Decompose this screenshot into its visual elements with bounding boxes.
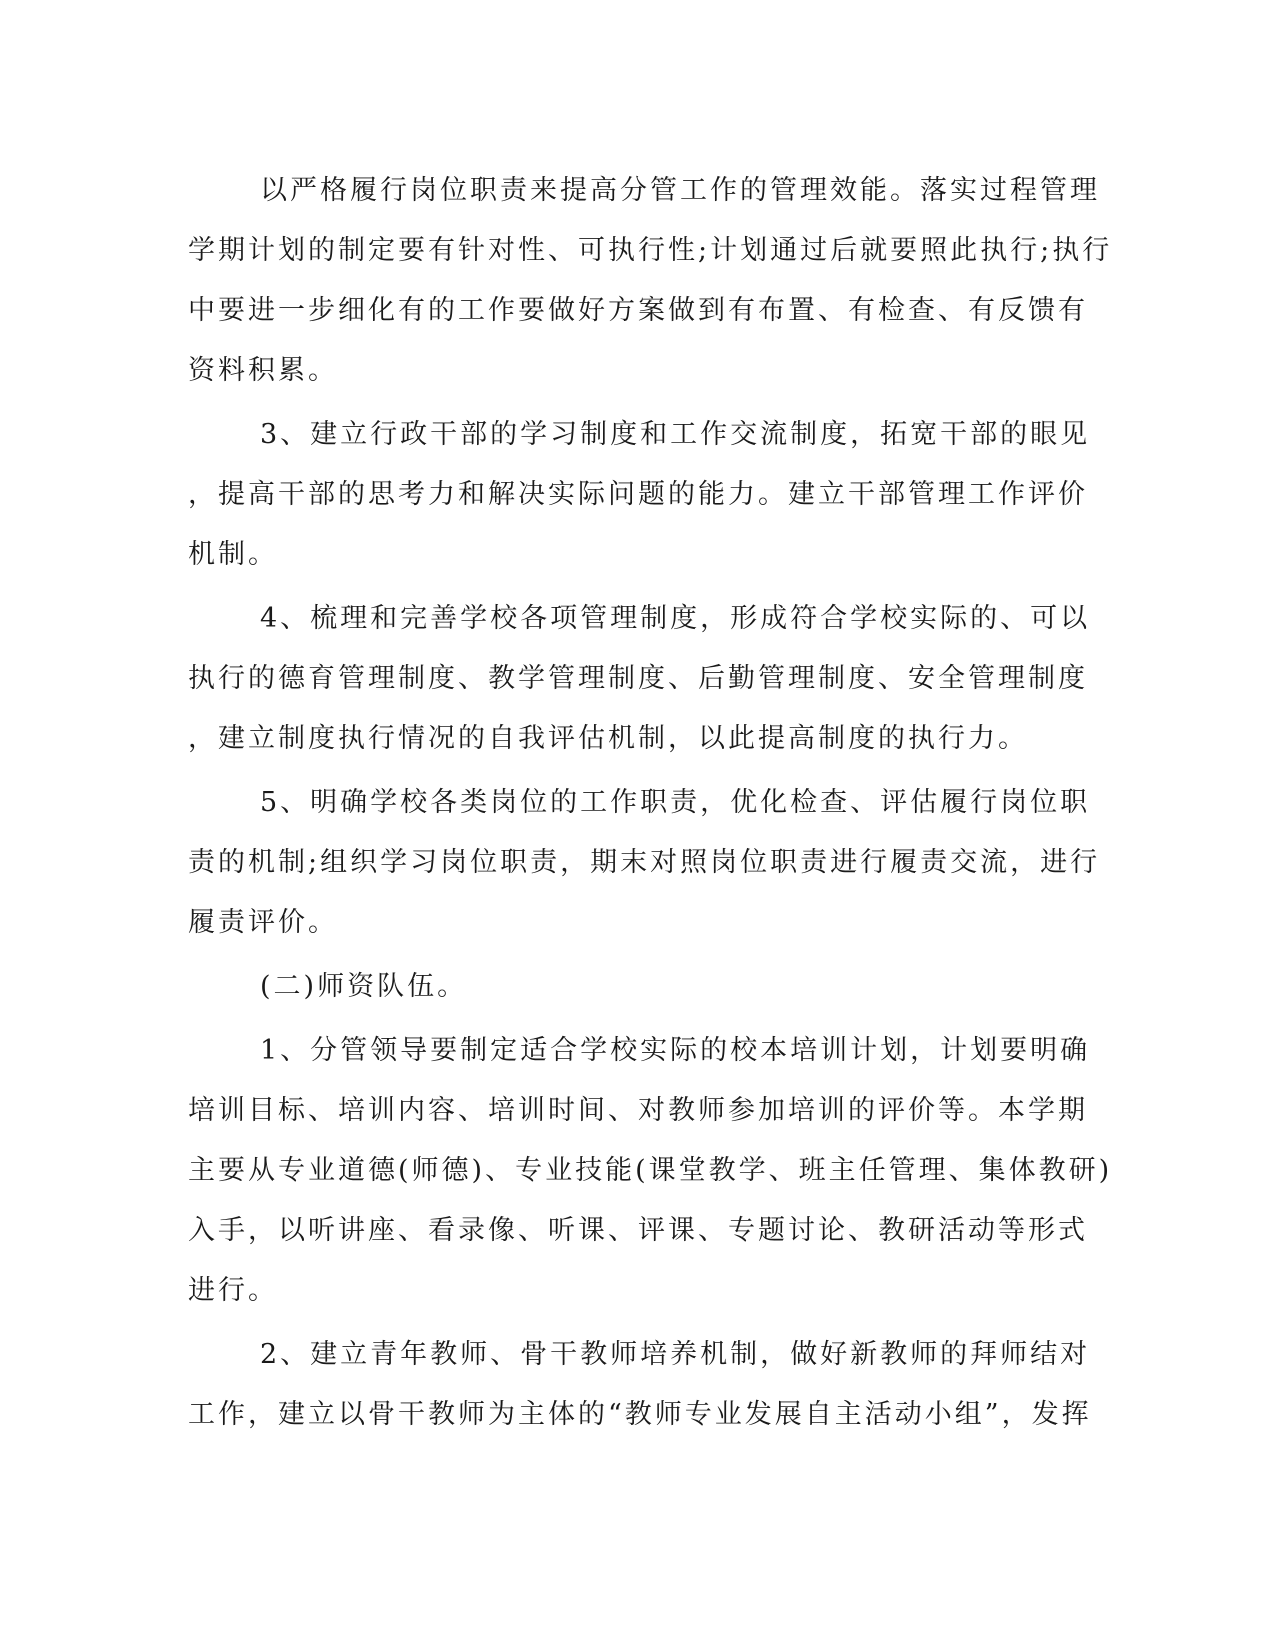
paragraph-line: ，建立制度执行情况的自我评估机制，以此提高制度的执行力。: [188, 723, 1028, 754]
section-heading: (二)师资队伍。: [260, 971, 468, 1002]
paragraph-line: 进行。: [188, 1275, 278, 1306]
paragraph-line: 工作，建立以骨干教师为主体的“教师专业发展自主活动小组”，发挥: [188, 1399, 1092, 1430]
paragraph-line: 5、明确学校各类岗位的工作职责，优化检查、评估履行岗位职: [260, 787, 1091, 818]
paragraph-line: ，提高干部的思考力和解决实际问题的能力。建立干部管理工作评价: [188, 479, 1088, 510]
paragraph-line: 3、建立行政干部的学习制度和工作交流制度，拓宽干部的眼见: [260, 419, 1091, 450]
paragraph-line: 以严格履行岗位职责来提高分管工作的管理效能。落实过程管理: [260, 175, 1100, 206]
paragraph-line: 履责评价。: [188, 907, 338, 938]
paragraph-line: 执行的德育管理制度、教学管理制度、后勤管理制度、安全管理制度: [188, 663, 1088, 694]
paragraph-line: 2、建立青年教师、骨干教师培养机制，做好新教师的拜师结对: [260, 1339, 1091, 1370]
paragraph-line: 中要进一步细化有的工作要做好方案做到有布置、有检查、有反馈有: [188, 295, 1088, 326]
paragraph-line: 培训目标、培训内容、培训时间、对教师参加培训的评价等。本学期: [188, 1095, 1088, 1126]
paragraph-line: 机制。: [188, 539, 278, 570]
document-body: [188, 161, 1113, 1445]
paragraph-line: 1、分管领导要制定适合学校实际的校本培训计划，计划要明确: [260, 1035, 1091, 1066]
paragraph-line: 资料积累。: [188, 355, 338, 386]
paragraph-line: 主要从专业道德(师德)、专业技能(课堂教学、班主任管理、集体教研): [188, 1155, 1113, 1186]
paragraph-line: 学期计划的制定要有针对性、可执行性;计划通过后就要照此执行;执行: [188, 235, 1113, 266]
paragraph-line: 责的机制;组织学习岗位职责，期末对照岗位职责进行履责交流，进行: [188, 847, 1101, 878]
paragraph-line: 4、梳理和完善学校各项管理制度，形成符合学校实际的、可以: [260, 603, 1091, 634]
paragraph-line: 入手，以听讲座、看录像、听课、评课、专题讨论、教研活动等形式: [188, 1215, 1088, 1246]
